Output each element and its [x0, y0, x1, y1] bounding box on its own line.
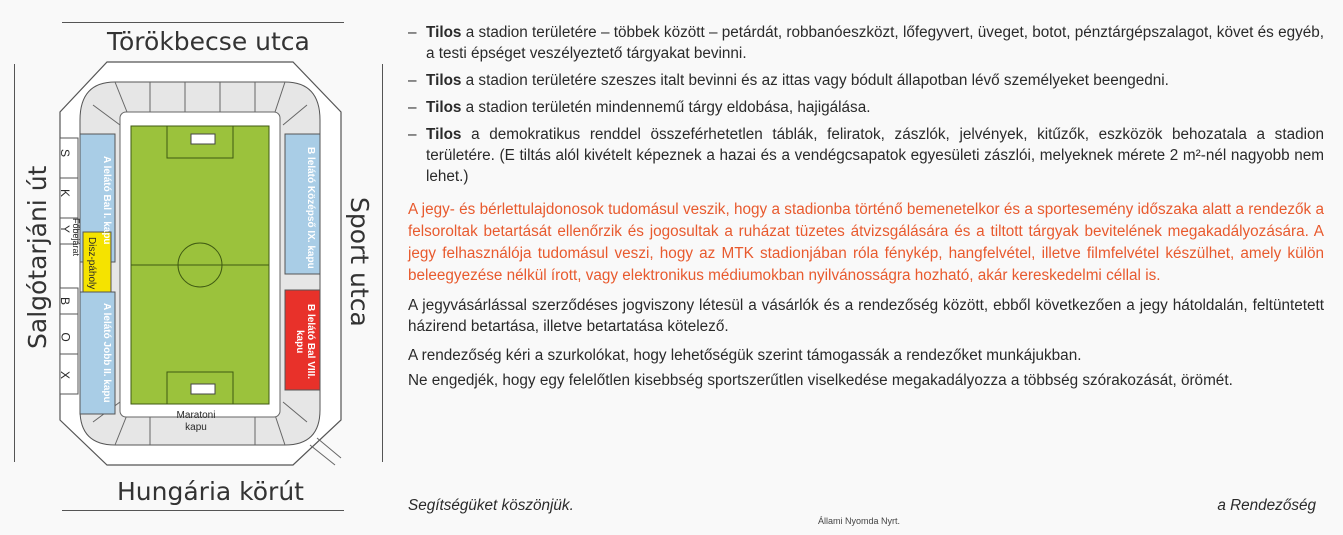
top-rule — [62, 22, 344, 23]
rule-bold: Tilos — [426, 126, 462, 143]
thanks-text: Segítségüket köszönjük. — [408, 497, 574, 514]
street-bottom: Hungária körút — [117, 477, 304, 506]
left-rule — [14, 64, 15, 462]
printer-credit: Állami Nyomda Nyrt. — [818, 516, 901, 526]
marathon-gate-label: Maratoni kapu — [176, 410, 216, 433]
rule-bold: Tilos — [426, 24, 462, 41]
rule-text: a stadion területére – többek között – petárdát, robbanóeszközt, lőfegyvert, üveget, botot, pénztárgépszalagot, követ és egyéb, a testi épséget veszélyeztető tárgyakat bevinni. — [426, 24, 1324, 62]
rule-text: a demokratikus renddel összeférhetetlen táblák, feliratok, zászlók, jelvények, kitűzők, eszközök behozatala a stadion területére. (E tiltás alól kivételt képeznek a hazai és a vendégcsapatok egyesületi zászlói, melyeknek mérete 2 m²-nél nagyobb nem lehet.) — [426, 126, 1324, 185]
sector-b-mid-label: B lelátó Középső IX. kapu — [305, 147, 316, 269]
side-letter-x: X — [58, 370, 73, 380]
rule-bold: Tilos — [426, 72, 462, 89]
main-entrance-label: Főbejárat — [71, 217, 81, 257]
side-letter-k: K — [58, 188, 73, 198]
paragraph-support: A rendezőség kéri a szurkolókat, hogy lehetőségük szerint támogassák a rendezőket munkájukban. — [408, 347, 1082, 364]
rule-text: a stadion területén mindennemű tárgy eldobása, hajigálása. — [461, 99, 871, 116]
notice-red: A jegy- és bérlettulajdonosok tudomásul veszik, hogy a stadionba történő bemenetelkor és a sportesemény időszaka alatt a rendezők a felsoroltak betartását ellenőrzik és jogosultak a ruházat tüzetes átvizsgálására és a tiltott tárgyak bevitelének megakadályozására. A jegy felhasználója tudomásul veszi, hogy az MTK stadionjában róla fénykép, hangfelvétel, illetve filmfelvétel készülhet, amely külön beleegyezése nélkül írott, vagy elektronikus médiumokban nyilvánosságra hozható, akár kereskedelmi céllal is. — [408, 201, 1324, 284]
rule-item: – Tilos a stadion területére szeszes italt bevinni és az ittas vagy bódult állapotban lévő személyeket beengedni. — [408, 72, 1169, 89]
sector-a-right-label: A lelátó Jobb II. kapu — [101, 303, 112, 403]
side-letter-b: B — [58, 296, 73, 306]
sector-a-left-label: A lelátó Bal I. kapu — [101, 155, 112, 245]
side-letter-y: Y — [58, 224, 73, 234]
paragraph-contract: A jegyvásárlással szerződéses jogviszony létesül a vásárlók és a rendezőség között, ebből következően a jegy hátoldalán, feltüntetett házirend betartása, illetve betartatása kötelező. — [408, 297, 1324, 335]
signature: a Rendezőség — [1217, 497, 1316, 514]
sector-b-left-label: B lelátó Bal VIII. kapu — [294, 304, 316, 380]
right-rule — [382, 64, 383, 462]
rule-bold: Tilos — [426, 99, 462, 116]
vip-label: Disz-páholy — [86, 236, 97, 290]
street-left: Salgótarjáni út — [23, 165, 52, 349]
rule-item: – Tilos a demokratikus renddel összeférhetetlen táblák, feliratok, zászlók, jelvények, kitűzők, eszközök behozatala a stadion területére. (E tiltás alól kivételt képeznek a hazai és a vendégcsapatok egyesületi zászlói, melyeknek mérete 2 m²-nél nagyobb nem lehet.) — [408, 126, 1324, 185]
street-right: Sport utca — [345, 197, 374, 327]
street-top: Törökbecse utca — [107, 27, 310, 56]
paragraph-minority: Ne engedjék, hogy egy felelőtlen kisebbség sportszerűtlen viselkedése megakadályozza a többség szórakozását, örömét. — [408, 372, 1233, 389]
rule-text: a stadion területére szeszes italt bevinni és az ittas vagy bódult állapotban lévő személyeket beengedni. — [461, 72, 1169, 89]
house-rules — [408, 22, 1324, 391]
bottom-rule — [62, 510, 344, 511]
rule-item: – Tilos a stadion területén mindennemű tárgy eldobása, hajigálása. — [408, 99, 871, 116]
side-letter-s: S — [58, 148, 73, 158]
rule-item: – Tilos a stadion területére – többek között – petárdát, robbanóeszközt, lőfegyvert, üveget, botot, pénztárgépszalagot, követ és egyéb, a testi épséget veszélyeztető tárgyakat bevinni. — [408, 24, 1324, 62]
side-letter-o: O — [58, 332, 73, 342]
